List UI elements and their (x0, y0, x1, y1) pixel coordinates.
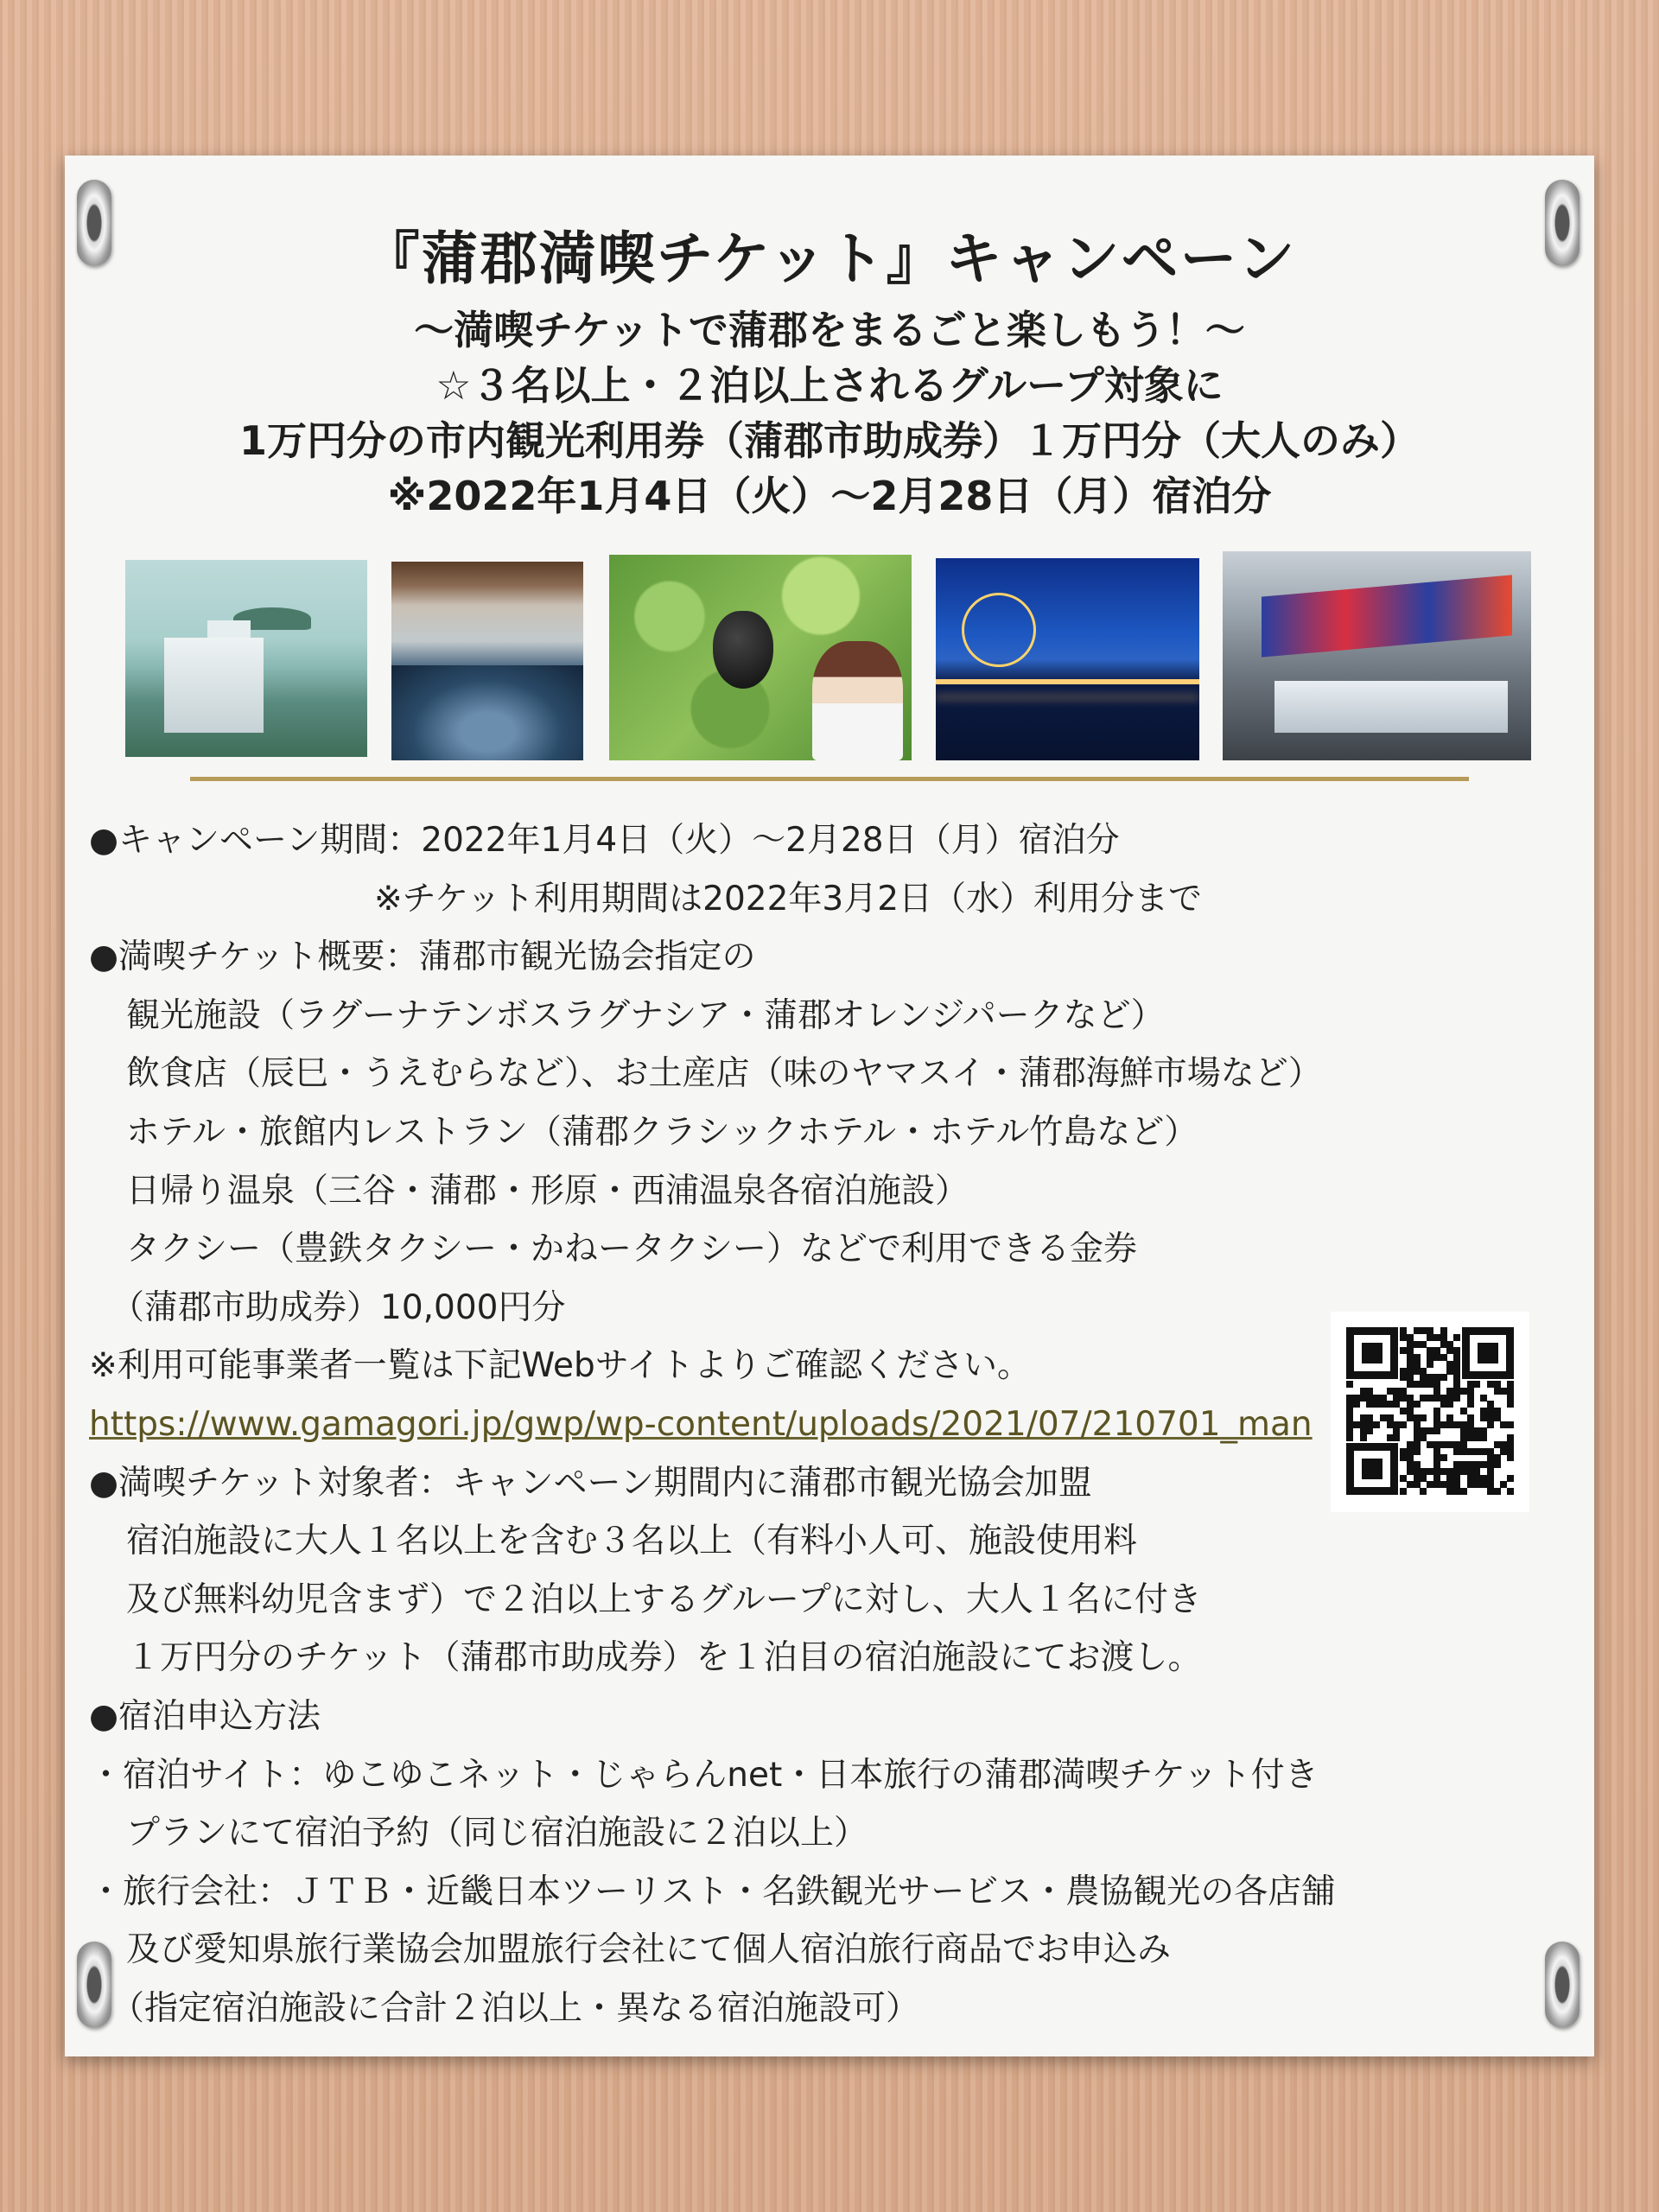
eligibility-line: 及び無料幼児含まず）で２泊以上するグループに対し、大人１名に付き (126, 1580, 1202, 1619)
qr-module (1467, 1401, 1474, 1408)
overview-line: タクシー（豊鉄タクシー・かねータクシー）などで利用できる金券 (126, 1230, 1138, 1269)
eligibility-heading: ●満喫チケット対象者：キャンペーン期間内に蒲郡市観光協会加盟 (89, 1463, 1092, 1503)
qr-module (1507, 1488, 1514, 1495)
laguna-night-photo (936, 558, 1199, 760)
qr-module (1393, 1434, 1400, 1441)
qr-module (1373, 1421, 1380, 1428)
poster-title: 『蒲郡満喫チケット』キャンペーン (362, 226, 1297, 292)
booking-agency: ・旅行会社：ＪＴＢ・近畿日本ツーリスト・名鉄観光サービス・農協観光の各店舗 (89, 1872, 1336, 1911)
booking-agency-cont: 及び愛知県旅行業協会加盟旅行会社にて個人宿泊旅行商品でお申込み (126, 1930, 1172, 1970)
qr-module (1346, 1381, 1353, 1388)
qr-module (1366, 1427, 1373, 1434)
poster-period: ※2022年1月4日（火）〜2月28日（月）宿泊分 (387, 473, 1272, 519)
overview-amount: （蒲郡市助成券）10,000円分 (111, 1287, 566, 1327)
overview-line: 飲食店（辰巳・うえむらなど）、お土産店（味のヤマスイ・蒲郡海鮮市場など） (126, 1054, 1322, 1094)
overview-line: 観光施設（ラグーナテンボスラグナシア・蒲郡オレンジパークなど） (126, 995, 1165, 1035)
booking-site-cont: プランにて宿泊予約（同じ宿泊施設に２泊以上） (126, 1814, 868, 1853)
poster-paper (65, 156, 1594, 2056)
eligibility-line: １万円分のチケット（蒲郡市助成券）を１泊目の宿泊施設にてお渡し。 (126, 1638, 1202, 1678)
qr-module (1507, 1475, 1514, 1482)
booking-heading: ●宿泊申込方法 (89, 1696, 321, 1736)
eligibility-line: 宿泊施設に大人１名以上を含む３名以上（有料小人可、施設使用料 (126, 1522, 1138, 1561)
qr-module (1473, 1381, 1480, 1388)
booking-agency-cont: （指定宿泊施設に合計２泊以上・異なる宿泊施設可） (111, 1988, 920, 2028)
poster-subtitle: 〜満喫チケットで蒲郡をまるごと楽しもう！〜 (414, 307, 1245, 353)
qr-module (1480, 1434, 1487, 1441)
qr-module (1460, 1488, 1467, 1495)
qr-module (1453, 1395, 1460, 1402)
qr-module (1414, 1448, 1421, 1455)
qr-module (1400, 1488, 1407, 1495)
qr-module (1400, 1421, 1407, 1428)
qr-module (1353, 1401, 1360, 1408)
divider-rule (190, 777, 1469, 781)
campaign-period: ●キャンペーン期間：2022年1月4日（火）〜2月28日（月）宿泊分 (89, 821, 1120, 860)
business-list-note: ※利用可能事業者一覧は下記Webサイトよりご確認ください。 (89, 1346, 1031, 1386)
qr-module (1346, 1434, 1353, 1441)
overview-line: ホテル・旅館内レストラン（蒲郡クラシックホテル・ホテル竹島など） (126, 1112, 1198, 1152)
qr-module (1507, 1401, 1514, 1408)
qr-code[interactable] (1331, 1312, 1529, 1512)
booking-site: ・宿泊サイト：ゆこゆこネット・じゃらんnet・日本旅行の蒲郡満喫チケット付き (89, 1755, 1319, 1795)
qr-module (1453, 1334, 1460, 1341)
qr-module (1487, 1421, 1494, 1428)
hotel-photo (125, 560, 367, 757)
qr-module (1420, 1414, 1427, 1421)
poster-target: ☆３名以上・２泊以上されるグループ対象に (435, 362, 1224, 409)
grape-picking-photo (609, 555, 912, 760)
ticket-period-note: ※チケット利用期間は2022年3月2日（水）利用分まで (374, 879, 1203, 918)
qr-module (1420, 1488, 1427, 1495)
business-list-link[interactable]: https://www.gamagori.jp/gwp/wp-content/uploads/2021/07/210701_man (89, 1404, 1313, 1444)
overview-line: 日帰り温泉（三谷・蒲郡・形原・西浦温泉各宿泊施設） (126, 1171, 969, 1211)
qr-module (1440, 1454, 1447, 1461)
qr-module (1414, 1401, 1421, 1408)
hot-spring-photo (391, 562, 583, 760)
qr-module (1494, 1461, 1501, 1468)
qr-module (1507, 1454, 1514, 1461)
qr-module (1433, 1427, 1440, 1434)
poster-benefit: 1万円分の市内観光利用券（蒲郡市助成券）１万円分（大人のみ） (238, 417, 1420, 464)
qr-module (1494, 1488, 1501, 1495)
overview-heading: ●満喫チケット概要：蒲郡市観光協会指定の (89, 938, 756, 977)
qr-module (1427, 1361, 1433, 1368)
qr-module (1507, 1421, 1514, 1428)
qr-module (1360, 1434, 1367, 1441)
qr-module (1440, 1374, 1447, 1381)
seafood-market-photo (1223, 551, 1531, 760)
qr-module (1446, 1401, 1453, 1408)
